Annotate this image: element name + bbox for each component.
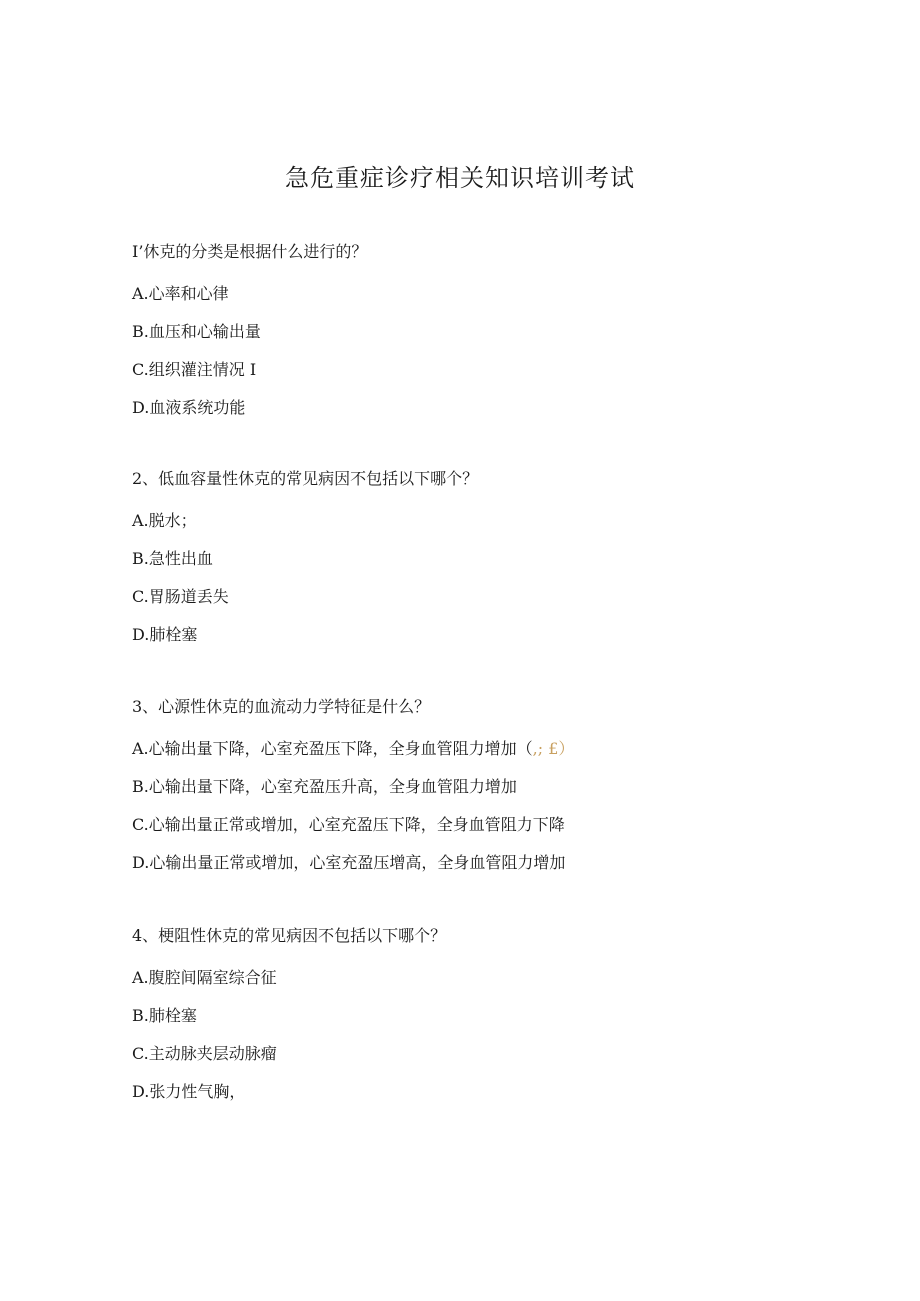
option-c: C.心输出量正常或增加，心室充盈压下降，全身血管阻力下降 (132, 815, 565, 834)
option-d: D.心输出量正常或增加，心室充盈压增高，全身血管阻力增加 (132, 853, 566, 872)
option-b: B.肺栓塞 (132, 1006, 197, 1025)
question-1 (132, 241, 892, 419)
question-4 (132, 925, 892, 1103)
option-a: A.脱水； (132, 511, 197, 530)
option-d: D.张力性气胸， (132, 1082, 246, 1101)
option-a (132, 738, 892, 760)
option-b: B.急性出血 (132, 549, 213, 568)
option-c: C.胃肠道丢失 (132, 587, 229, 606)
question-text: 2、低血容量性休克的常见病因不包括以下哪个？ (132, 469, 479, 488)
question-3 (132, 696, 892, 874)
option-a: A.腹腔间隔室综合征 (132, 968, 277, 987)
option-c: C.组织灌注情况 I (132, 360, 257, 379)
question-text: I’休克的分类是根据什么进行的？ (132, 242, 368, 261)
question-text: 4、梗阻性休克的常见病因不包括以下哪个？ (132, 926, 447, 945)
option-c: C.主动脉夹层动脉瘤 (132, 1044, 277, 1063)
option-b: B.心输出量下降，心室充盈压升高，全身血管阻力增加 (132, 777, 517, 796)
option-b: B.血压和心输出量 (132, 322, 261, 341)
option-a: A.心率和心律 (132, 284, 229, 303)
option-a-text: A.心输出量下降，心室充盈压下降，全身血管阻力增加（ (132, 739, 533, 758)
page-title: 急危重症诊疗相关知识培训考试 (285, 164, 635, 192)
option-d: D.肺栓塞 (132, 625, 198, 644)
stray-mark: ,; £） (532, 739, 575, 758)
option-d: D.血液系统功能 (132, 398, 246, 417)
question-text: 3、心源性休克的血流动力学特征是什么？ (132, 697, 431, 716)
question-2 (132, 468, 892, 646)
